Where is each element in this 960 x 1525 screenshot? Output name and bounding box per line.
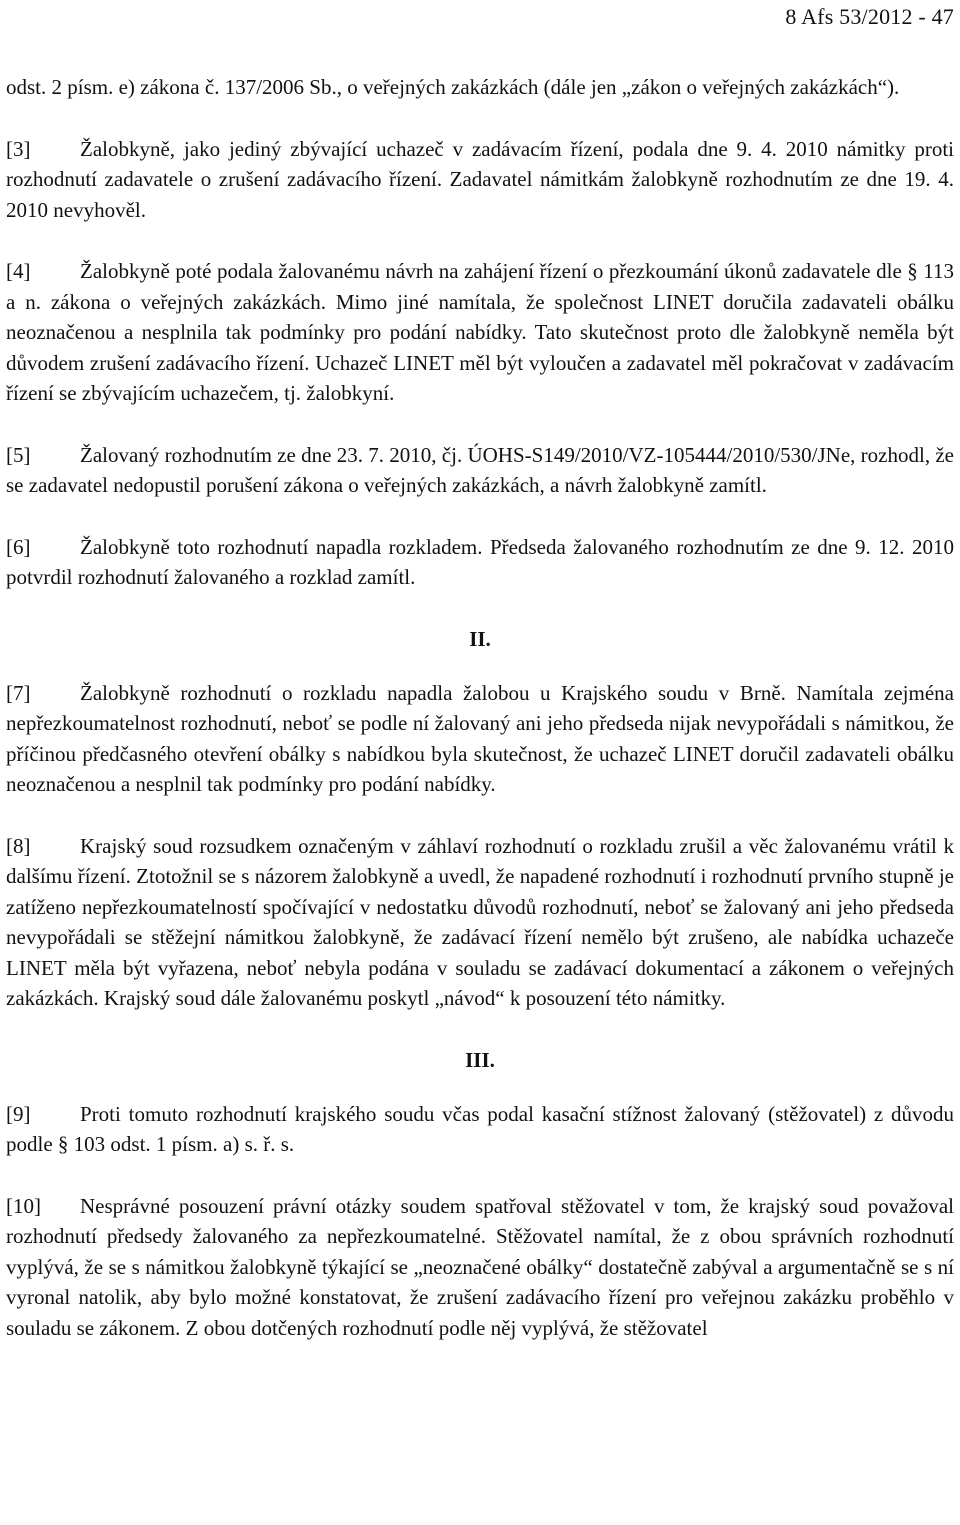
paragraph-number: [9]: [6, 1101, 31, 1126]
paragraph-number: [3]: [6, 136, 31, 161]
paragraph-text: Žalovaný rozhodnutím ze dne 23. 7. 2010, čj. ÚOHS-S149/2010/VZ-105444/2010/530/JNe, rozhodl, že se zadavatel nedopustil porušení zákona o veřejných zakázkách, a návrh žalobkyně zamítl.: [6, 442, 954, 497]
paragraph-number: [7]: [6, 680, 31, 705]
paragraph-number: [10]: [6, 1193, 41, 1218]
paragraph-text: Žalobkyně, jako jediný zbývající uchazeč v zadávacím řízení, podala dne 9. 4. 2010 námitky proti rozhodnutí zadavatele o zrušení zadávacího řízení. Zadavatel námitkám žalobkyně rozhodnutím ze dne 19. 4. 2010 nevyhověl.: [6, 136, 954, 222]
document-body: [6, 72, 954, 1374]
paragraph-5: [6, 440, 954, 501]
paragraph-9: [6, 1099, 954, 1160]
paragraph-text: Žalobkyně poté podala žalovanému návrh na zahájení řízení o přezkoumání úkonů zadavatele dle § 113 a n. zákona o veřejných zakázkách. Mimo jiné namítala, že společnost LINET doručila zadavateli obálku neoznačenou a nesplnila tak podmínky pro podání nabídky. Tato skutečnost proto dle žalobkyně neměla být důvodem zrušení zadávacího řízení. Uchazeč LINET měl být vyloučen a zadavatel měl pokračovat v zadávacím řízení se zbývajícím uchazečem, tj. žalobkyní.: [6, 259, 954, 405]
paragraph-continuation: [6, 72, 954, 103]
section-heading-ii: II.: [469, 626, 491, 651]
paragraph-10: [6, 1191, 954, 1344]
paragraph-text: Žalobkyně toto rozhodnutí napadla rozkladem. Předseda žalovaného rozhodnutím ze dne 9. 12. 2010 potvrdil rozhodnutí žalovaného a rozklad zamítl.: [6, 534, 954, 589]
paragraph-text: Nesprávné posouzení právní otázky soudem spatřoval stěžovatel v tom, že krajský soud považoval rozhodnutí předsedy žalovaného za nepřezkoumatelné. Stěžovatel namítal, že z obou správních rozhodnutí vyplývá, že se s námitkou žalobkyně týkající se „neoznačené obálky“ dostatečně zabýval a argumentačně se s ní vyronal natolik, aby bylo možné konstatovat, že zrušení zadávacího řízení pro veřejnou zakázku proběhlo v souladu se zákonem. Z obou dotčených rozhodnutí podle něj vyplývá, že stěžovatel: [6, 1193, 954, 1340]
paragraph-number: [6]: [6, 534, 31, 559]
paragraph-8: [6, 831, 954, 1014]
paragraph-number: [4]: [6, 259, 31, 283]
paragraph-text: odst. 2 písm. e) zákona č. 137/2006 Sb., o veřejných zakázkách (dále jen „zákon o veřejných zakázkách“).: [6, 75, 900, 99]
paragraph-text: Proti tomuto rozhodnutí krajského soudu včas podal kasační stížnost žalovaný (stěžovatel) z důvodu podle § 103 odst. 1 písm. a) s. ř. s.: [6, 1101, 954, 1156]
paragraph-3: [6, 134, 954, 226]
paragraph-4: [6, 256, 954, 409]
paragraph-7: [6, 678, 954, 800]
paragraph-text: Žalobkyně rozhodnutí o rozkladu napadla žalobou u Krajského soudu v Brně. Namítala zejména nepřezkoumatelnost rozhodnutí, neboť se podle ní žalovaný ani jeho předseda nijak nevypořádali s námitkou, že příčinou předčasného otevření obálky s nabídkou byla skutečnost, že uchazeč LINET doručil zadavateli obálku neoznačenou a nesplnil tak podmínky pro podání nabídky.: [6, 680, 954, 796]
paragraph-number: [8]: [6, 833, 31, 858]
section-heading-iii: III.: [465, 1047, 495, 1072]
case-number-header: 8 Afs 53/2012 - 47: [785, 4, 954, 29]
paragraph-text: Krajský soud rozsudkem označeným v záhlaví rozhodnutí o rozkladu zrušil a věc žalovanému vrátil k dalšímu řízení. Ztotožnil se s názorem žalobkyně a uvedl, že napadené rozhodnutí i rozhodnutí prvního stupně je zatíženo nepřezkoumatelností spočívající v nedostatku důvodů rozhodnutí, neboť se žalovaný ani jeho předseda nevypořádali se stěžejní námitkou žalobkyně, že zadávací řízení nemělo být zrušeno, ale nabídka uchazeče LINET měla být vyřazena, neboť nebyla podána v souladu se zadávací dokumentací a zákonem o veřejných zakázkách. Krajský soud dále žalovanému poskytl „návod“ k posouzení této námitky.: [6, 833, 954, 1010]
paragraph-6: [6, 532, 954, 593]
paragraph-number: [5]: [6, 442, 31, 467]
